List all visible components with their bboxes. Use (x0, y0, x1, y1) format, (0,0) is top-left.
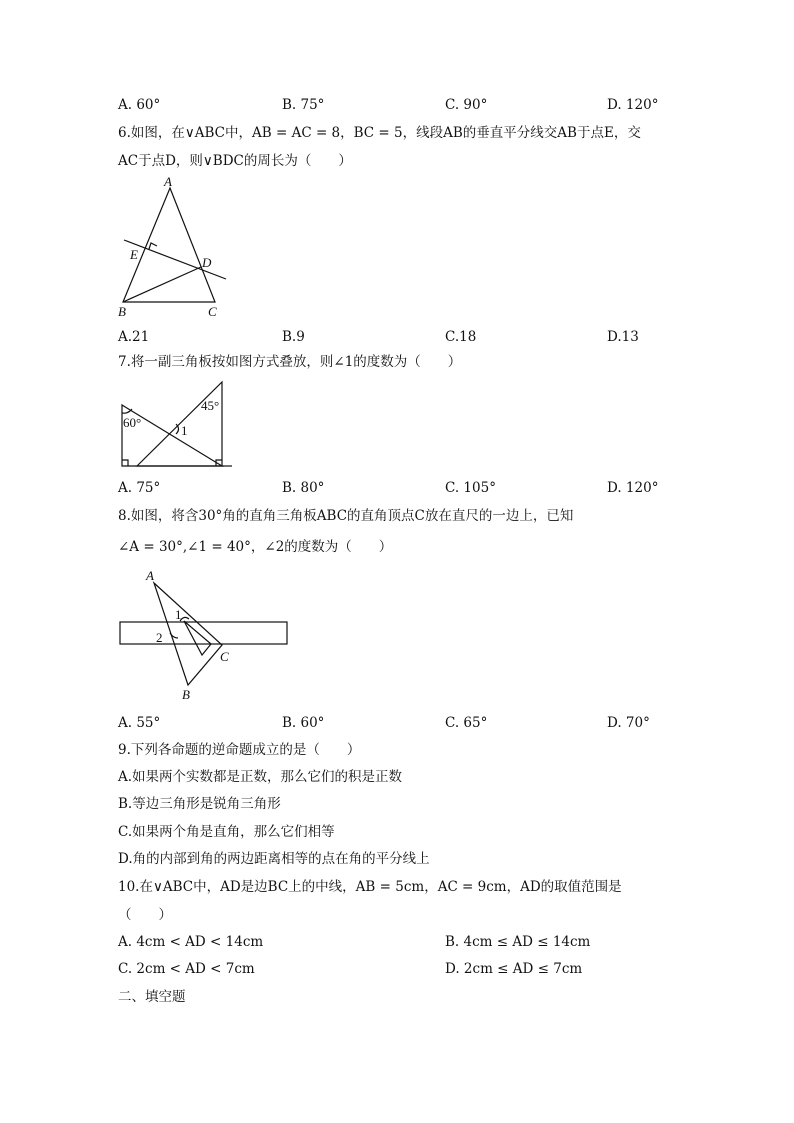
section-title: 二、填空题 (118, 989, 186, 1005)
q7-option-c: C. 105° (445, 480, 496, 496)
q5-option-b: B. 75° (282, 97, 325, 113)
q7-option-b: B. 80° (282, 480, 325, 496)
q8-option-a: A. 55° (118, 715, 161, 731)
q5-option-d: D. 120° (607, 97, 659, 113)
label-b: B (118, 304, 126, 319)
q5-option-a: A. 60° (118, 97, 161, 113)
label-d: D (202, 255, 212, 270)
q10-option-b: B. 4cm ≤ AD ≤ 14cm (445, 934, 591, 950)
q9-option-b: B.等边三角形是锐角三角形 (118, 796, 281, 812)
label-a: A (164, 175, 172, 189)
label-c: C (220, 649, 229, 664)
q8-option-c: C. 65° (445, 715, 488, 731)
angle-2-arc (170, 633, 178, 638)
q7-figure (115, 377, 240, 472)
angle-1-label: 1 (181, 423, 188, 438)
angle-2-label: 2 (156, 630, 163, 645)
angle-1-label: 1 (175, 607, 182, 622)
q8-option-b: B. 60° (282, 715, 325, 731)
label-b: B (182, 687, 190, 702)
label-e: E (130, 247, 138, 262)
label-a: A (146, 568, 154, 583)
q10-option-a: A. 4cm < AD < 14cm (118, 934, 264, 950)
q6-figure (110, 175, 240, 320)
q8-figure (112, 565, 297, 705)
q7-option-d: D. 120° (607, 480, 659, 496)
triangle-45 (137, 382, 222, 466)
angle-60-label: 60° (123, 415, 142, 430)
q6-option-c: C.18 (445, 329, 477, 345)
q8-option-d: D. 70° (607, 715, 650, 731)
q7-stem: 7.将一副三角板按如图方式叠放，则∠1的度数为（ ） (118, 354, 462, 370)
q7-option-a: A. 75° (118, 480, 161, 496)
q10-option-c: C. 2cm < AD < 7cm (118, 961, 255, 977)
q5-option-c: C. 90° (445, 97, 488, 113)
q9-option-d: D.角的内部到角的两边距离相等的点在角的平分线上 (118, 851, 430, 867)
right-angle-mark (149, 243, 157, 249)
q6-stem-line1: 6.如图，在∨ABC中，AB = AC = 8，BC = 5，线段AB的垂直平分线交AB于点E，交 (118, 125, 641, 141)
q8-stem-line1: 8.如图，将含30°角的直角三角板ABC的直角顶点C放在直尺的一边上，已知 (118, 508, 574, 524)
q9-stem: 9.下列各命题的逆命题成立的是（ ） (118, 742, 361, 758)
q6-option-b: B.9 (282, 329, 305, 345)
q10-stem-line1: 10.在∨ABC中，AD是边BC上的中线，AB = 5cm，AC = 9cm，AD的取值范围是 (118, 879, 622, 895)
angle-45-label: 45° (201, 398, 220, 413)
q10-stem-line2: （ ） (118, 907, 172, 923)
q6-option-d: D.13 (607, 329, 639, 345)
q8-stem-line2: ∠A = 30°,∠1 = 40°，∠2的度数为（ ） (118, 539, 393, 555)
ruler (120, 622, 287, 644)
q6-option-a: A.21 (118, 329, 150, 345)
label-c: C (208, 304, 217, 319)
q9-option-c: C.如果两个角是直角，那么它们相等 (118, 824, 335, 840)
right-angle-mark-left (122, 460, 128, 466)
outer-triangle-abc (154, 583, 222, 685)
q10-option-d: D. 2cm ≤ AD ≤ 7cm (445, 961, 583, 977)
inner-triangle (184, 621, 211, 655)
q9-option-a: A.如果两个实数都是正数，那么它们的积是正数 (118, 769, 403, 785)
q6-stem-line2: AC于点D，则∨BDC的周长为（ ） (118, 153, 352, 169)
